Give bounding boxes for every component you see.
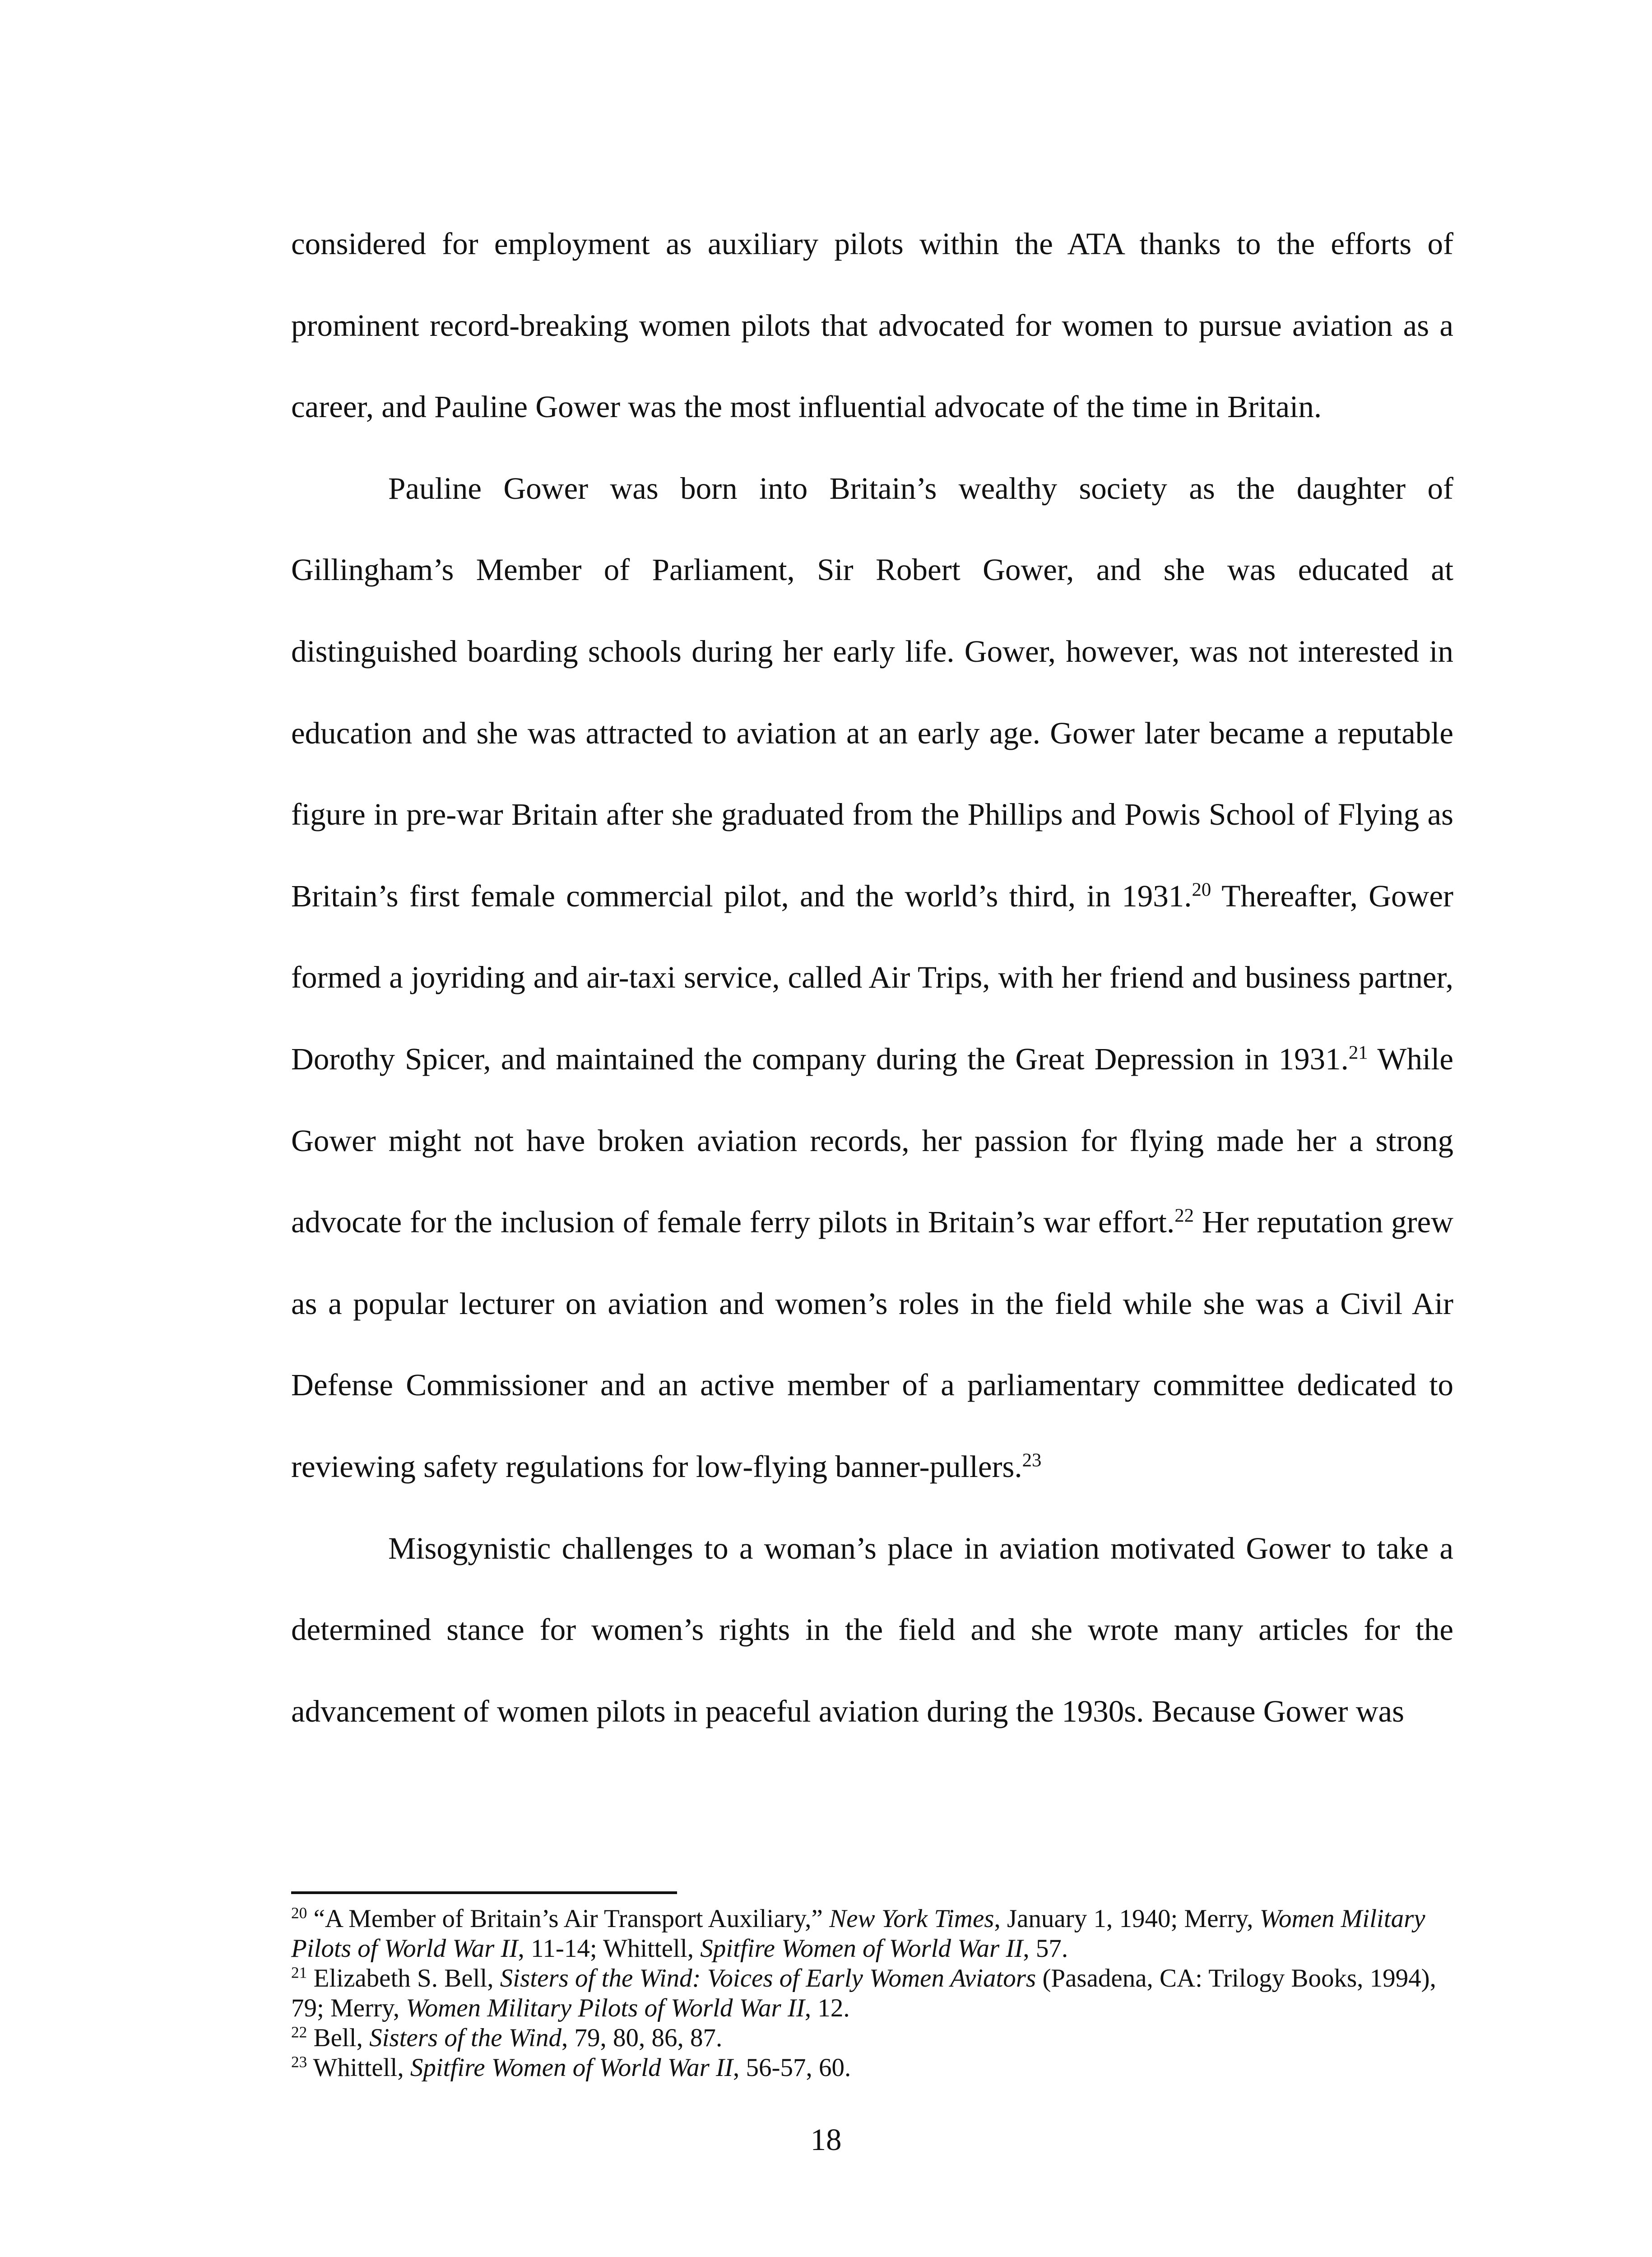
text-run: , 57.: [1023, 1934, 1068, 1963]
footnote: [291, 1964, 1453, 2023]
footnotes: [291, 1904, 1453, 2083]
text-run: Bell,: [307, 2024, 370, 2052]
paragraph: [291, 1508, 1453, 1752]
italic-title: Spitfire Women of World War II: [700, 1934, 1023, 1963]
text-run: Thereafter, Gower formed a joyriding and air-taxi service, called Air Trips, with her friend and business partner, Dorothy Spicer, and maintained the company during the Great Depression in 1931.: [291, 878, 1453, 1076]
footnote-number: 22: [291, 2023, 307, 2041]
footnote-reference: 22: [1174, 1205, 1194, 1226]
text-run: Whittell,: [307, 2053, 410, 2082]
italic-title: Sisters of the Wind: Voices of Early Women Aviators: [500, 1964, 1036, 1992]
footnote: [291, 2053, 1453, 2083]
text-run: , 79, 80, 86, 87.: [561, 2024, 723, 2052]
paragraph: [291, 448, 1453, 1508]
text-run: Her reputation grew as a popular lecturer on aviation and women’s roles in the field while she was a Civil Air Defense Commissioner and an active member of a parliamentary committee dedicated to reviewing safety regulations for low-flying banner-pullers.: [291, 1205, 1454, 1484]
footnote-reference: 20: [1192, 879, 1211, 901]
text-run: (Pasadena, CA: Trilogy Books, 1994), 79; Merry,: [291, 1964, 1436, 2022]
footnote-number: 23: [291, 2053, 307, 2071]
italic-title: Women Military Pilots of World War II: [406, 1994, 805, 2022]
footnote-separator: [291, 1891, 677, 1894]
footnote-reference: 23: [1022, 1449, 1042, 1471]
text-run: While Gower might not have broken aviation records, her passion for flying made her a strong advocate for the inclusion of female ferry pilots in Britain’s war effort.: [291, 1041, 1453, 1240]
text-run: Elizabeth S. Bell,: [307, 1964, 500, 1992]
footnote-number: 21: [291, 1964, 307, 1982]
text-run: , 56-57, 60.: [733, 2053, 851, 2082]
paragraph: [291, 203, 1453, 448]
italic-title: Spitfire Women of World War II: [410, 2053, 733, 2082]
text-run: , 11-14; Whittell,: [518, 1934, 701, 1963]
text-run: considered for employment as auxiliary pilots within the ATA thanks to the efforts of prominent record-breaking women pilots that advocated for women to pursue aviation as a career, and Pauline Gower was the most influential advocate of the time in Britain.: [291, 227, 1453, 424]
footnote-reference: 21: [1348, 1042, 1368, 1063]
text-run: “A Member of Britain’s Air Transport Auxiliary,”: [307, 1904, 830, 1933]
italic-title: Sisters of the Wind: [369, 2024, 561, 2052]
body-text: [291, 203, 1453, 1752]
page-number: 18: [810, 2122, 842, 2157]
footnote-number: 20: [291, 1904, 307, 1922]
text-run: Pauline Gower was born into Britain’s wealthy society as the daughter of Gillingham’s Member of Parliament, Sir Robert Gower, and she was educated at distinguished boarding schools during her early life. Gower, however, was not interested in education and she was attracted to aviation at an early age. Gower later became a reputable figure in pre-war Britain after she graduated from the Phillips and Powis School of Flying as Britain’s first female commercial pilot, and the world’s third, in 1931.: [291, 471, 1453, 913]
footnote: [291, 2023, 1453, 2053]
text-run: , January 1, 1940; Merry,: [994, 1904, 1260, 1933]
text-run: Misogynistic challenges to a woman’s place in aviation motivated Gower to take a determined stance for women’s rights in the field and she wrote many articles for the advancement of women pilots in peaceful aviation during the 1930s. Because Gower was: [291, 1531, 1453, 1728]
italic-title: New York Times: [829, 1904, 994, 1933]
text-run: , 12.: [804, 1994, 850, 2022]
italic-title: Women Military Pilots of World War II: [291, 1904, 1425, 1963]
footnote: [291, 1904, 1453, 1964]
